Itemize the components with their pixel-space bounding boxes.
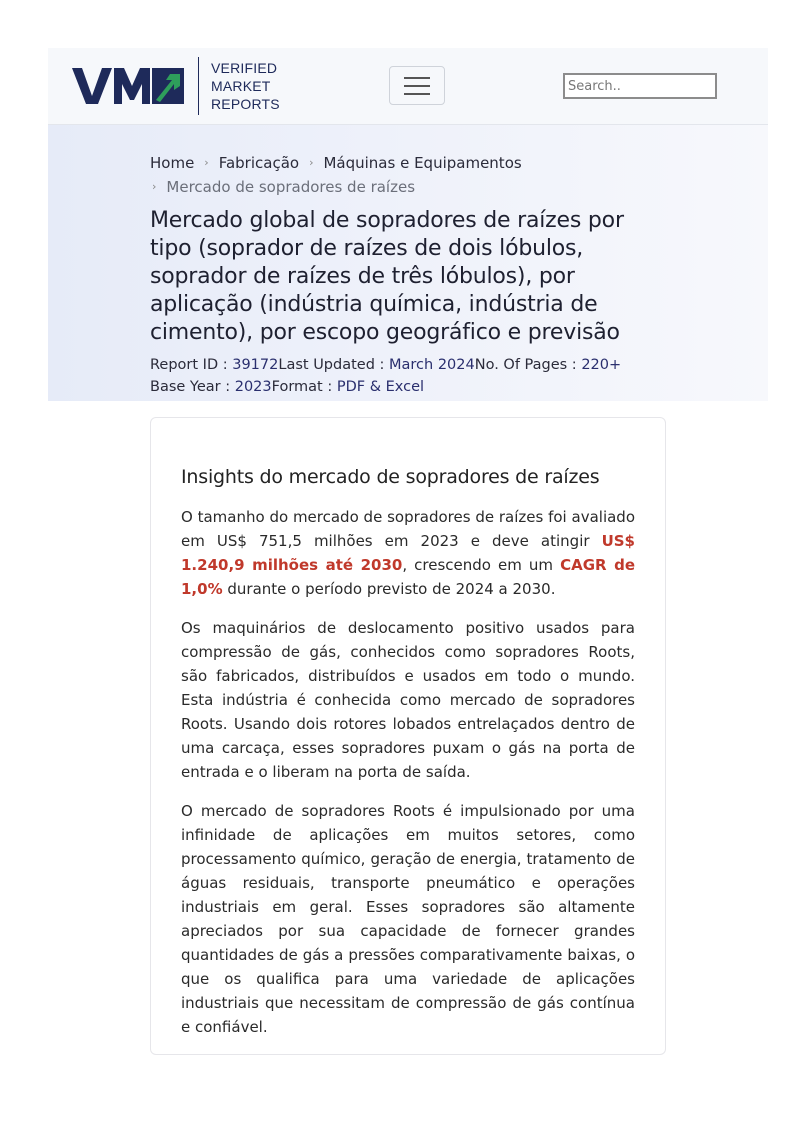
insights-card: [150, 417, 666, 1055]
insights-heading: Insights do mercado de sopradores de raízes: [181, 466, 600, 488]
logo-divider: [198, 57, 199, 115]
pages-value: 220+: [581, 357, 622, 373]
page-title: Mercado global de sopradores de raízes por tipo (soprador de raízes de dois lóbulos, soprador de raízes de três lóbulos), por aplicação (indústria química, indústria de cimento), por escopo geográfico e previsão: [150, 208, 624, 345]
market-forecast-highlight: US$ 1.240,9 milhões até 2030: [181, 532, 635, 574]
logo-line-market: MARKET: [211, 78, 271, 94]
logo[interactable]: [72, 56, 280, 116]
cagr-highlight: CAGR de 1,0%: [181, 556, 635, 598]
search-input[interactable]: [563, 73, 717, 99]
insights-paragraph-3: O mercado de sopradores Roots é impulsionado por uma infinidade de aplicações em muitos setores, como processamento químico, geração de energia, tratamento de águas residuais, transporte pneumático e operações industriais em geral. Esses sopradores são altamente apreciados por sua capacidade de fornecer grandes quantidades de gás a pressões comparativamente baixas, o que os qualifica para uma variedade de aplicações industriais que necessitam de compressão de gás contínua e confiável.: [181, 802, 635, 1036]
breadcrumb-maquinas[interactable]: Máquinas e Equipamentos: [323, 154, 522, 172]
format-value: PDF & Excel: [336, 379, 425, 395]
base-year-label: Base Year :: [150, 379, 235, 395]
breadcrumb-home[interactable]: Home: [150, 154, 195, 172]
logo-line-reports: REPORTS: [211, 96, 280, 112]
chevron-right-icon: ›: [204, 156, 209, 169]
insights-paragraph-2: Os maquinários de deslocamento positivo usados para compressão de gás, conhecidos como sopradores Roots, são fabricados, distribuídos e usados em todo o mundo. Esta indústria é conhecida como mercado de sopradores Roots. Usando dois rotores lobados entrelaçados dentro de uma carcaça, esses sopradores puxam o gás na porta de entrada e o liberam na porta de saída.: [181, 619, 635, 781]
insights-body: [181, 505, 635, 1054]
report-hero: [48, 125, 768, 401]
site-header: [48, 48, 768, 125]
breadcrumb-current: Mercado de sopradores de raízes: [166, 178, 416, 196]
chevron-right-icon: ›: [309, 156, 314, 169]
format-label: Format :: [271, 379, 337, 395]
report-id-value: 39172: [232, 357, 279, 373]
report-meta: [150, 354, 670, 398]
report-id-label: Report ID :: [150, 357, 233, 373]
logo-line-verified: VERIFIED: [211, 60, 278, 76]
last-updated-value: March 2024: [389, 357, 475, 373]
last-updated-label: Last Updated :: [278, 357, 390, 373]
breadcrumb: [150, 151, 650, 199]
base-year-value: 2023: [234, 379, 272, 395]
insights-paragraph-1: O tamanho do mercado de sopradores de raízes foi avaliado em US$ 751,5 milhões em 2023 e deve atingir US$ 1.240,9 milhões até 2030, crescendo em um CAGR de 1,0% durante o período previsto de 2024 a 2030.: [181, 508, 635, 598]
pages-label: No. Of Pages :: [474, 357, 582, 373]
breadcrumb-fabricacao[interactable]: Fabricação: [218, 154, 300, 172]
logo-wordmark: [211, 59, 280, 113]
hamburger-menu-button[interactable]: [389, 66, 445, 105]
hamburger-icon: [404, 77, 430, 79]
vmr-logo-icon: [72, 66, 184, 106]
chevron-right-icon: ›: [152, 180, 157, 193]
